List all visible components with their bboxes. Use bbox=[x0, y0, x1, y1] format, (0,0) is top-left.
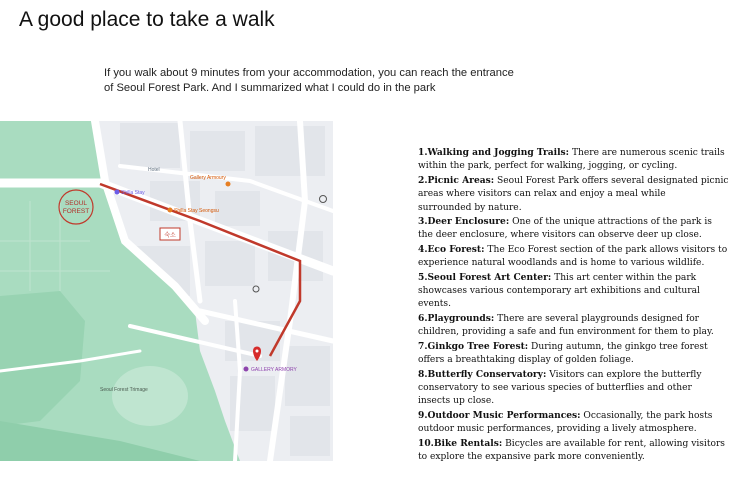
activity-title: 4.Eco Forest: bbox=[418, 243, 485, 255]
activity-item bbox=[418, 146, 725, 174]
hotel-mid-label: Shilla Stay Seongsu bbox=[174, 208, 219, 214]
hotel-mid-poi-icon[interactable] bbox=[168, 208, 173, 213]
activity-line: experience natural woodlands and is home to various wildlife. bbox=[418, 258, 705, 269]
gallery-poi-icon[interactable] bbox=[244, 367, 249, 372]
activity-text: One of the unique attractions of the park is bbox=[512, 217, 712, 228]
activity-title: 6.Playgrounds: bbox=[418, 312, 495, 324]
activity-line: insects up close. bbox=[418, 396, 495, 407]
activities-list bbox=[418, 146, 729, 464]
activity-line: events. bbox=[418, 299, 451, 310]
activity-line: surrounded by nature. bbox=[418, 202, 522, 213]
activity-item bbox=[418, 243, 728, 271]
park-label-line2: FOREST bbox=[62, 208, 90, 215]
cafe-poi-icon[interactable] bbox=[226, 182, 231, 187]
intro-line: of Seoul Forest Park. And I summarized what I could do in the park bbox=[104, 82, 436, 94]
activity-line: showcases various contemporary art exhibitions and cultural bbox=[418, 286, 700, 297]
gallery-label: GALLERY ARMORY bbox=[251, 367, 297, 373]
activity-text: Seoul Forest Park offers several designated picnic bbox=[497, 175, 729, 186]
activity-text: This art center within the park bbox=[554, 272, 697, 283]
pin-dot bbox=[256, 350, 259, 353]
activity-text: There are several playgrounds designed for bbox=[497, 313, 700, 324]
activity-title: 3.Deer Enclosure: bbox=[418, 216, 510, 228]
hotel-top-name: Shilla Stay bbox=[121, 190, 145, 196]
activity-title: 7.Ginkgo Tree Forest: bbox=[418, 340, 529, 352]
accommodation-label: 숙소 bbox=[164, 233, 176, 239]
activity-text: There are numerous scenic trails bbox=[571, 148, 725, 158]
hotel-top-label: Hotel bbox=[148, 167, 160, 173]
activity-line: conservatory to see various species of butterflies and other bbox=[418, 382, 692, 393]
activity-text: Occasionally, the park hosts bbox=[583, 410, 713, 421]
activity-item bbox=[418, 409, 713, 437]
activity-text: Bicycles are available for rent, allowing visitors bbox=[505, 438, 725, 449]
activity-item bbox=[418, 437, 725, 465]
activity-line: areas where visitors can relax and enjoy a meal while bbox=[418, 189, 666, 200]
activity-item bbox=[418, 271, 700, 312]
slide-title: A good place to take a walk bbox=[19, 8, 275, 31]
activity-line: to explore the expansive park more conveniently. bbox=[418, 451, 645, 462]
park-plaza bbox=[112, 366, 188, 426]
activity-line: the deer enclosure, where visitors can observe deer up close. bbox=[418, 230, 702, 241]
activity-text: Visitors can explore the butterfly bbox=[549, 369, 702, 380]
hotel-poi-icon[interactable] bbox=[115, 190, 120, 195]
neighborhood-map[interactable] bbox=[0, 121, 333, 461]
activity-item bbox=[418, 215, 712, 243]
park-label-line1: SEOUL bbox=[64, 200, 88, 207]
activity-item bbox=[418, 368, 700, 409]
activity-title: 10.Bike Rentals: bbox=[418, 437, 503, 449]
activity-line: within the park, perfect for walking, jogging, or cycling. bbox=[418, 161, 678, 172]
intro-line: If you walk about 9 minutes from your accommodation, you can reach the entrance bbox=[104, 67, 514, 79]
activity-title: 1.Walking and Jogging Trails: bbox=[418, 147, 570, 158]
cafe-label: Gallery Armoury bbox=[190, 175, 226, 181]
map-canvas bbox=[0, 121, 333, 461]
activity-text: The Eco Forest section of the park allows visitors to bbox=[487, 244, 728, 255]
activity-line: offers a breathtaking display of golden foliage. bbox=[418, 355, 634, 366]
activity-item bbox=[418, 312, 714, 340]
activity-title: 5.Seoul Forest Art Center: bbox=[418, 271, 552, 283]
intro-paragraph bbox=[104, 66, 534, 96]
activity-line: children, providing a safe and fun environment for them to play. bbox=[418, 327, 714, 338]
activity-line: outdoor music performances, providing a lively atmosphere. bbox=[418, 424, 697, 435]
activity-title: 8.Butterfly Conservatory: bbox=[418, 368, 547, 380]
activity-title: 2.Picnic Areas: bbox=[418, 174, 495, 186]
activity-title: 9.Outdoor Music Performances: bbox=[418, 409, 581, 421]
activity-item bbox=[418, 340, 708, 368]
activity-text: During autumn, the ginkgo tree forest bbox=[531, 341, 708, 352]
activity-item bbox=[418, 174, 729, 215]
forest-tower-label: Seoul Forest Trimage bbox=[100, 387, 148, 393]
